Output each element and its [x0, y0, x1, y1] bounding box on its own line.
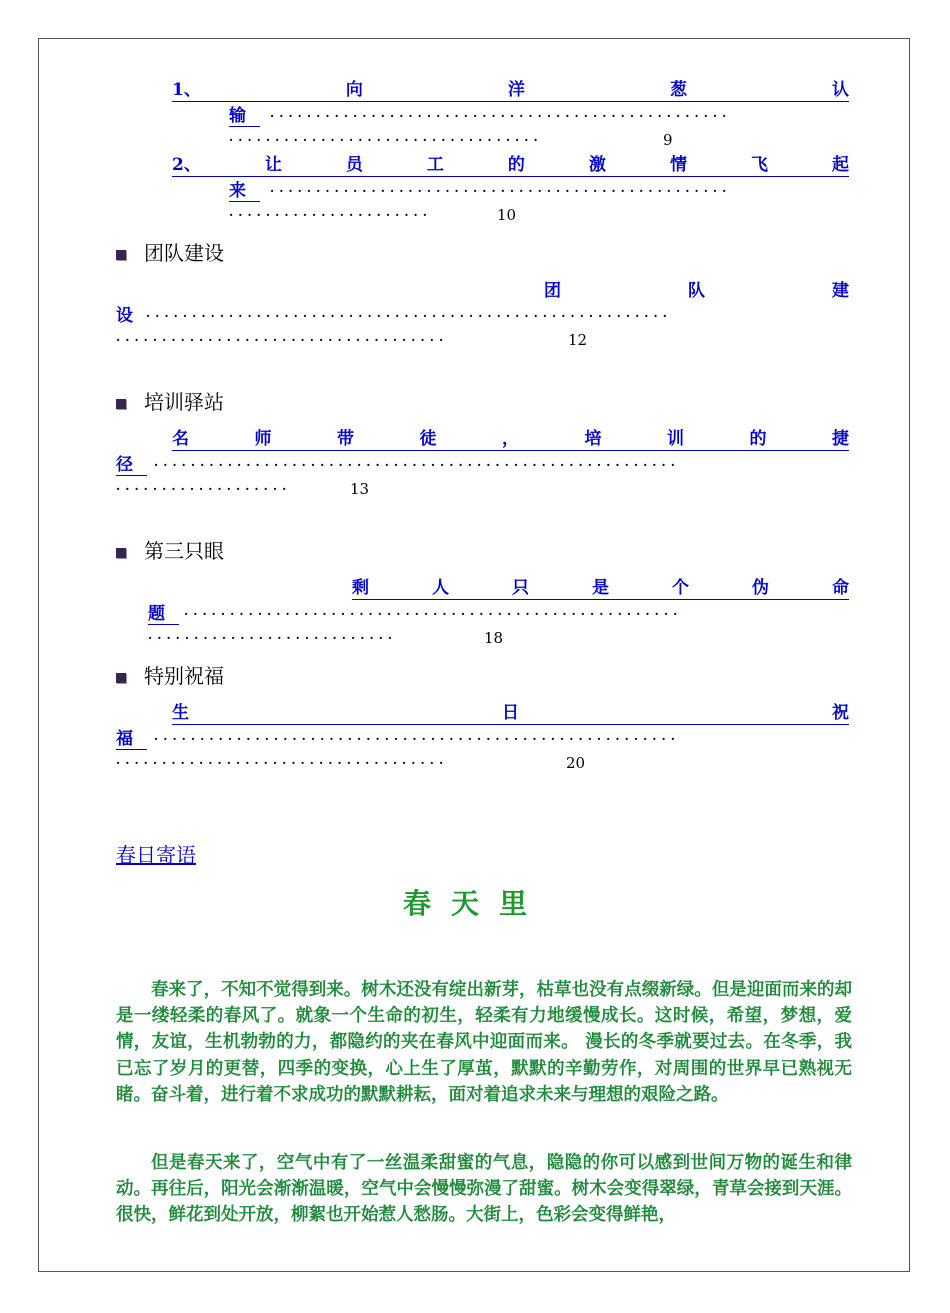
section-title-team: 团队建设 — [144, 241, 224, 265]
toc-char: 祝 — [832, 703, 849, 723]
toc-leader-dots: ···································· — [116, 333, 449, 347]
toc-char: 个 — [672, 578, 689, 598]
toc-char: 洋 — [507, 80, 525, 100]
toc-char: 剩 — [352, 578, 369, 598]
toc-leader-dots: ·················································· — [270, 184, 732, 198]
bullet-icon — [116, 673, 126, 683]
toc-tail-text: 输 — [229, 106, 260, 127]
toc-char: 飞 — [750, 155, 768, 175]
toc-page-number: 9 — [663, 131, 673, 149]
toc-tail-text: 来 — [229, 181, 260, 202]
toc-tail-text: 福 — [116, 729, 147, 750]
toc-char: 日 — [502, 703, 519, 723]
column-link-spring[interactable]: 春日寄语 — [116, 843, 196, 867]
toc-entry-line — [172, 154, 849, 177]
toc-entry-tail — [148, 603, 179, 625]
toc-leader-dots: ······················ — [229, 208, 433, 222]
toc-tail-text: 设 — [116, 306, 133, 326]
toc-leader-dots: ··························· — [148, 631, 398, 645]
toc-entry-tail — [116, 454, 147, 476]
toc-leader-dots: ························································· — [154, 732, 680, 746]
bullet-icon — [116, 250, 126, 260]
toc-entry-tail — [116, 305, 133, 327]
toc-char: 只 — [512, 578, 529, 598]
toc-leader-dots: ·································· — [229, 133, 543, 147]
toc-char: 情 — [669, 155, 687, 175]
toc-page-number: 20 — [566, 754, 586, 772]
toc-entry-tail — [229, 105, 260, 127]
toc-char: 激 — [588, 155, 606, 175]
toc-char: 的 — [749, 429, 767, 449]
toc-char: 名 — [172, 429, 189, 449]
toc-entry-line — [172, 702, 849, 725]
toc-char: 认 — [831, 80, 849, 100]
toc-page-number: 13 — [350, 480, 370, 498]
toc-page-number: 12 — [568, 331, 588, 349]
toc-char: 培 — [584, 429, 602, 449]
toc-char: 生 — [172, 703, 189, 723]
toc-page-number: 18 — [484, 629, 504, 647]
article-paragraph-1: 春来了，不知不觉得到来。树木还没有绽出新芽，枯草也没有点缀新绿。但是迎面而来的却是一缕轻柔的春风了。就象一个生命的初生，轻柔有力地缓慢成长。这时候，希望，梦想，爱情，友谊，生机勃勃的力，都隐约的夹在春风中迎面而来。 漫长的冬季就要过去。在冬季，我已忘了岁月的更替，四季的变换，心上生了厚茧，默默的辛勤劳作，对周围的世界早已熟视无睹。奋斗着，进行着不求成功的默默耕耘，面对着追求未来与理想的艰险之路。 — [116, 980, 852, 1105]
toc-char: 员 — [345, 155, 363, 175]
toc-char: ， — [502, 429, 519, 449]
toc-entry-line — [172, 428, 849, 451]
article-title: 春天里 — [402, 887, 547, 920]
toc-leader-dots: ··················· — [116, 482, 292, 496]
toc-char: 徒 — [419, 429, 437, 449]
toc-tail-text: 径 — [116, 455, 147, 476]
section-title-third-eye: 第三只眼 — [144, 539, 224, 563]
toc-char: 人 — [432, 578, 449, 598]
toc-entry-tail — [116, 728, 147, 750]
toc-char: 队 — [688, 281, 705, 301]
toc-entry-line — [544, 280, 849, 302]
bullet-icon — [116, 399, 126, 409]
toc-number: 1、 — [172, 80, 201, 100]
toc-char: 伪 — [752, 578, 769, 598]
toc-char: 捷 — [832, 429, 849, 449]
article-paragraph-2: 但是春天来了，空气中有了一丝温柔甜蜜的气息，隐隐的你可以感到世间万物的诞生和律动。再往后，阳光会渐渐温暖，空气中会慢慢弥漫了甜蜜。树木会变得翠绿，青草会接到天涯。很快，鲜花到处开放，柳絮也开始惹人愁肠。大街上，色彩会变得鲜艳， — [116, 1153, 852, 1226]
toc-number: 2、 — [172, 155, 201, 175]
toc-leader-dots: ·················································· — [270, 109, 732, 123]
section-title-training: 培训驿站 — [144, 390, 224, 414]
section-title-blessing: 特别祝福 — [144, 664, 224, 688]
toc-entry-line — [352, 577, 849, 600]
toc-leader-dots: ······················································ — [184, 607, 683, 621]
toc-char: 葱 — [669, 80, 687, 100]
toc-char: 师 — [254, 429, 272, 449]
toc-leader-dots: ························································· — [146, 309, 672, 323]
toc-char: 工 — [426, 155, 444, 175]
toc-char: 带 — [337, 429, 354, 449]
toc-leader-dots: ···································· — [116, 756, 449, 770]
toc-entry-tail — [229, 180, 260, 202]
toc-tail-text: 题 — [148, 604, 179, 625]
toc-char: 的 — [507, 155, 525, 175]
bullet-icon — [116, 548, 126, 558]
toc-entry-line — [172, 79, 849, 102]
toc-leader-dots: ························································· — [154, 458, 680, 472]
toc-page-number: 10 — [497, 206, 517, 224]
toc-char: 是 — [592, 578, 609, 598]
toc-char: 训 — [667, 429, 684, 449]
toc-char: 命 — [832, 578, 849, 598]
toc-char: 起 — [831, 155, 849, 175]
toc-char: 建 — [832, 281, 849, 301]
toc-char: 团 — [544, 281, 561, 301]
toc-char: 向 — [345, 80, 363, 100]
toc-char: 让 — [264, 155, 282, 175]
